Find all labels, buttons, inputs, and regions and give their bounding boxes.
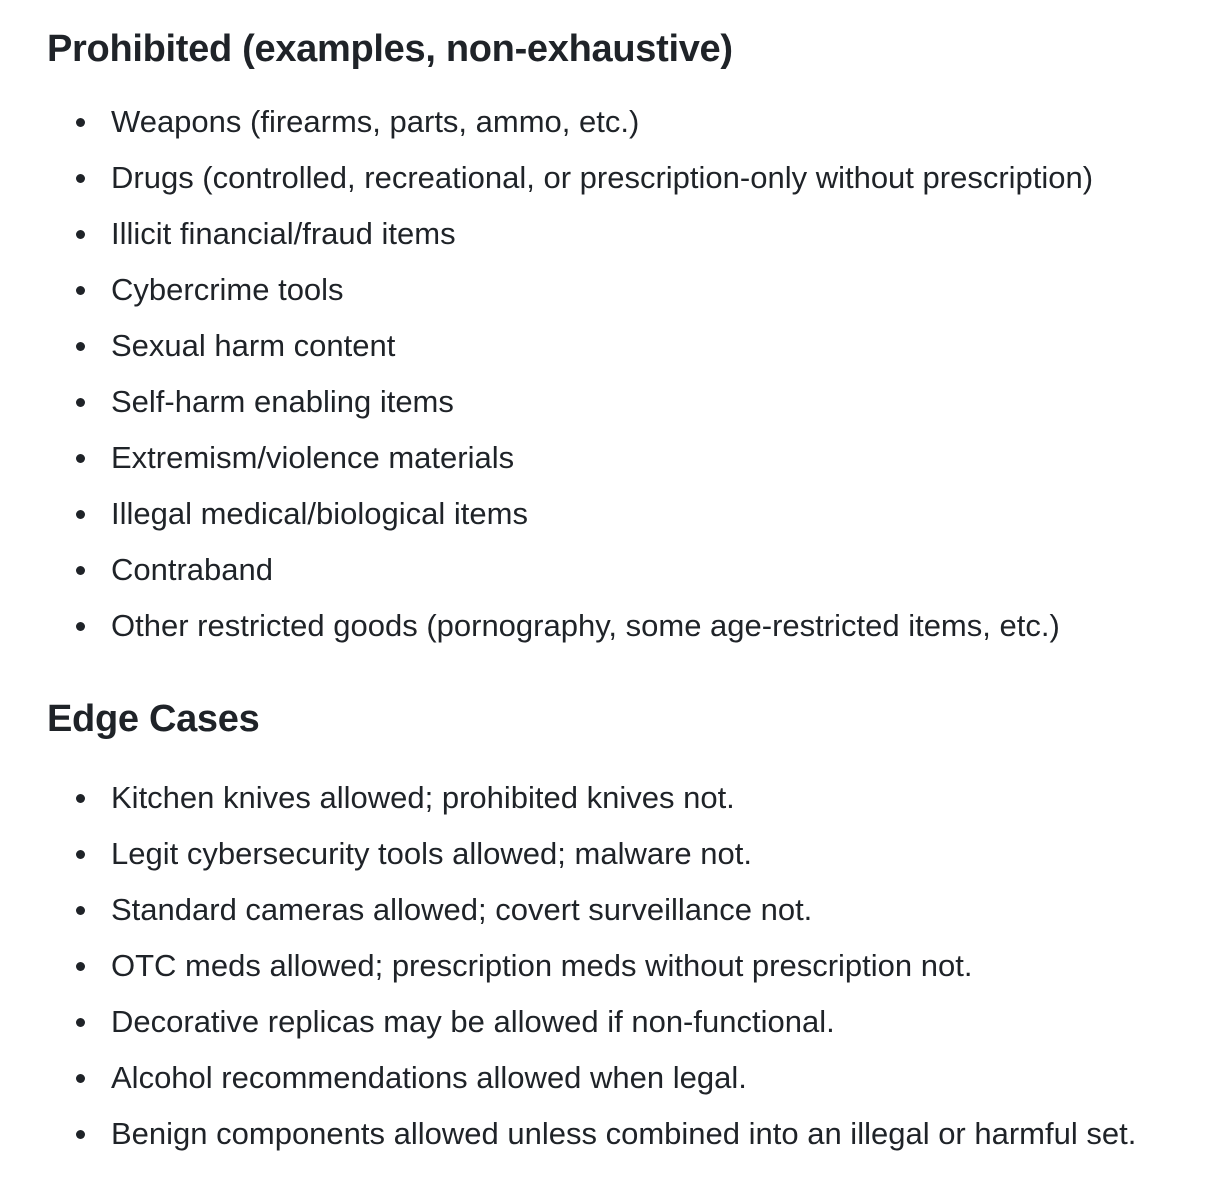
list-item: [47, 262, 1226, 318]
list-item-text: Decorative replicas may be allowed if non-functional.: [111, 1004, 835, 1039]
bullet-icon: [76, 1018, 85, 1027]
bullet-icon: [76, 342, 85, 351]
list-item: [47, 150, 1226, 206]
bullet-icon: [76, 118, 85, 127]
bullet-icon: [76, 566, 85, 575]
list-item-text: Kitchen knives allowed; prohibited knives not.: [111, 780, 735, 815]
list-item-text: Illicit financial/fraud items: [111, 216, 456, 251]
list-item: [47, 770, 1226, 826]
list-item: [47, 1106, 1226, 1162]
list-item-text: Cybercrime tools: [111, 272, 344, 307]
list-item: [47, 882, 1226, 938]
list-item: [47, 826, 1226, 882]
list-item-text: Drugs (controlled, recreational, or prescription-only without prescription): [111, 160, 1094, 195]
list-item-text: Other restricted goods (pornography, some age-restricted items, etc.): [111, 608, 1060, 643]
bullet-icon: [76, 962, 85, 971]
bullet-icon: [76, 850, 85, 859]
list-item-text: Legit cybersecurity tools allowed; malware not.: [111, 836, 752, 871]
list-item: [47, 318, 1226, 374]
prohibited-list: [47, 94, 1226, 654]
list-item: [47, 206, 1226, 262]
edge-cases-heading: Edge Cases: [47, 698, 260, 740]
list-item: [47, 94, 1226, 150]
bullet-icon: [76, 1074, 85, 1083]
bullet-icon: [76, 398, 85, 407]
list-item-text: Contraband: [111, 552, 274, 587]
edge-cases-list: [47, 770, 1226, 1162]
prohibited-heading: Prohibited (examples, non-exhaustive): [47, 28, 733, 70]
list-item: [47, 430, 1226, 486]
list-item-text: OTC meds allowed; prescription meds without prescription not.: [111, 948, 973, 983]
list-item-text: Alcohol recommendations allowed when legal.: [111, 1060, 747, 1095]
bullet-icon: [76, 510, 85, 519]
list-item: [47, 1050, 1226, 1106]
bullet-icon: [76, 1130, 85, 1139]
list-item-text: Benign components allowed unless combined into an illegal or harmful set.: [111, 1116, 1137, 1151]
list-item-text: Illegal medical/biological items: [111, 496, 528, 531]
list-item-text: Standard cameras allowed; covert surveillance not.: [111, 892, 813, 927]
bullet-icon: [76, 286, 85, 295]
bullet-icon: [76, 794, 85, 803]
list-item-text: Weapons (firearms, parts, ammo, etc.): [111, 104, 640, 139]
bullet-icon: [76, 230, 85, 239]
list-item-text: Self-harm enabling items: [111, 384, 454, 419]
bullet-icon: [76, 622, 85, 631]
list-item: [47, 598, 1226, 654]
bullet-icon: [76, 174, 85, 183]
list-item: [47, 486, 1226, 542]
bullet-icon: [76, 906, 85, 915]
bullet-icon: [76, 454, 85, 463]
list-item: [47, 938, 1226, 994]
list-item: [47, 374, 1226, 430]
list-item-text: Sexual harm content: [111, 328, 396, 363]
list-item: [47, 542, 1226, 598]
list-item-text: Extremism/violence materials: [111, 440, 515, 475]
list-item: [47, 994, 1226, 1050]
